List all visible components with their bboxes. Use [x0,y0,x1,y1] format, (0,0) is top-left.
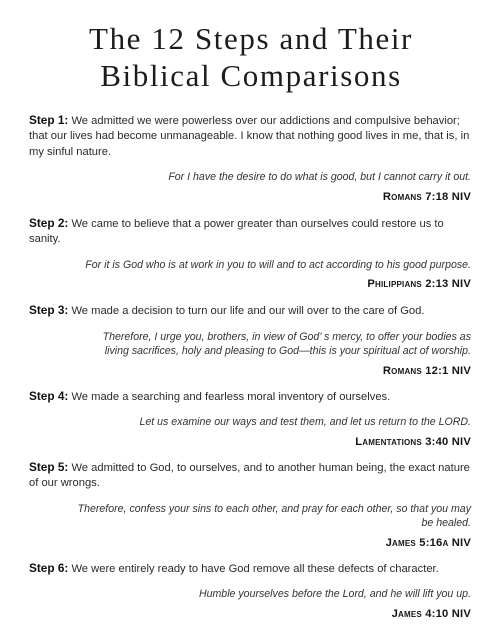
step-4 [29,389,473,448]
step-3-statement [29,303,473,319]
step-1 [29,113,473,203]
step-6 [29,561,473,620]
step-3 [29,303,473,377]
step-2-reference: Philippians 2:13 NIV [367,278,471,291]
step-2-statement [29,216,473,248]
step-2-verse: For it is God who is at work in you to will and to act according to his good purpose. [85,258,471,271]
spacer [29,549,473,561]
step-1-statement [29,113,473,160]
step-3-verse: Therefore, I urge you, brothers, in view of God’ s mercy, to offer your bodies as living sacrifices, holy and pleasing to God—this is your spiritual act of worship. [102,330,471,358]
step-3-reference: Romans 12:1 NIV [382,364,471,377]
spacer [29,377,473,389]
step-5-statement [29,460,473,492]
step-1-label: Step 1: [29,113,69,127]
spacer [29,203,473,216]
step-4-statement [29,389,473,405]
step-5 [29,460,473,549]
step-3-text: We made a decision to turn our life and our will over to the care of God. [71,305,425,318]
step-4-label: Step 4: [29,388,69,403]
step-6-reference: James 4:10 NIV [391,607,471,620]
step-5-reference: James 5:16a NIV [385,536,471,549]
step-4-verse: Let us examine our ways and test them, and let us return to the LORD. [139,416,471,429]
step-1-verse: For I have the desire to do what is good, but I cannot carry it out. [168,171,471,184]
step-3-label: Step 3: [29,303,69,318]
step-6-label: Step 6: [29,560,69,575]
step-2 [29,216,473,290]
step-2-text: We came to believe that a power greater than ourselves could restore us to sanity. [29,217,444,246]
spacer [29,290,473,303]
step-6-verse: Humble yourselves before the Lord, and he will lift you up. [198,588,471,601]
step-6-text: We were entirely ready to have God remove all these defects of character. [71,562,439,575]
step-5-text: We admitted to God, to ourselves, and to another human being, the exact nature of our wrongs. [29,461,470,490]
page-title-line-1: The 12 Steps and Their [89,21,413,56]
step-2-label: Step 2: [29,215,69,230]
step-4-reference: Lamentations 3:40 NIV [355,435,471,448]
step-6-statement [29,561,473,577]
spacer [29,448,473,460]
step-1-reference: Romans 7:18 NIV [382,190,471,203]
step-5-verse: Therefore, confess your sins to each other, and pray for each other, so that you may be healed. [77,502,471,530]
page-title-line-2: Biblical Comparisons [100,58,402,93]
step-5-label: Step 5: [29,459,69,474]
step-4-text: We made a searching and fearless moral inventory of ourselves. [71,390,391,403]
step-1-text: We admitted we were powerless over our addictions and compulsive behavior; that our lives had become unmanageable. I know that nothing good lives in me, that is, in my sinful nature. [29,115,470,158]
page-title [29,20,473,94]
